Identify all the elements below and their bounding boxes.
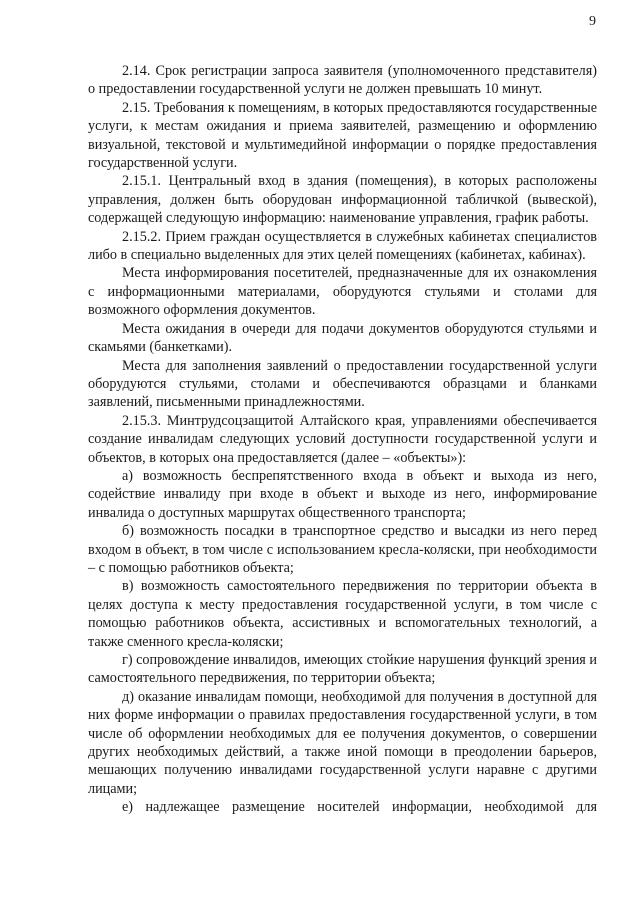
- paragraph-application-places: Места для заполнения заявлений о предоставлении государственной услуги оборудуются стульями, столами и обеспечиваются образцами и бланками заявлений, письменными принадлежностями.: [88, 357, 597, 411]
- paragraph-waiting-places: Места ожидания в очереди для подачи документов оборудуются стульями и скамьями (банкетками).: [88, 320, 597, 356]
- paragraph-2-14: 2.14. Срок регистрации запроса заявителя (уполномоченного представителя) о предоставлении государственной услуги не должен превышать 10 минут.: [88, 63, 597, 98]
- list-item-d: д) оказание инвалидам помощи, необходимой для получения в доступной для них форме информации о правилах предоставления государственной услуги, в том числе об оформлении необходимых для ее получения документов, о совершении других необходимых действий, а также иной помощи в преодолении барьеров, мешающих получению инвалидами государственной услуги наравне с другими лицами;: [88, 688, 597, 797]
- document-body: [88, 62, 597, 817]
- list-item-e: е) надлежащее размещение носителей информации, необходимой для: [122, 799, 597, 816]
- paragraph-2-15: 2.15. Требования к помещениям, в которых предоставляются государственные услуги, к местам ожидания и приема заявителей, размещению и оформлению визуальной, текстовой и мультимедийной информации о порядке предоставления государственной услуги.: [88, 99, 597, 172]
- list-item-v: в) возможность самостоятельного передвижения по территории объекта в целях доступа к месту предоставления государственной услуги, в том числе с помощью работников объекта, ассистивных и вспомогательных технологий, а также сменного кресла-коляски;: [88, 578, 597, 650]
- list-item-b: б) возможность посадки в транспортное средство и высадки из него перед входом в объект, в том числе с использованием кресла-коляски, при необходимости – с помощью работников объекта;: [88, 523, 597, 576]
- paragraph-2-15-3: 2.15.3. Минтрудсоцзащитой Алтайского края, управлениями обеспечивается создание инвалидам следующих условий доступности государственной услуги и объектов, в которых она предоставляется (далее – «объекты»):: [88, 412, 597, 466]
- page-number: 9: [589, 14, 596, 29]
- list-item-g: г) сопровождение инвалидов, имеющих стойкие нарушения функций зрения и самостоятельного передвижения, по территории объекта;: [88, 652, 597, 687]
- paragraph-info-places: Места информирования посетителей, предназначенные для их ознакомления с информационными материалами, оборудуются стульями и столами для возможного оформления документов.: [88, 265, 597, 319]
- paragraph-2-15-1: 2.15.1. Центральный вход в здания (помещения), в которых расположены управления, должен быть оборудован информационной табличкой (вывеской), содержащей следующую информацию: наименование управления, график работы.: [88, 173, 597, 227]
- list-item-a: а) возможность беспрепятственного входа в объект и выхода из него, содействие инвалиду при входе в объект и выходе из него, информирование инвалида о доступных маршрутах общественного транспорта;: [88, 467, 597, 521]
- paragraph-2-15-2: 2.15.2. Прием граждан осуществляется в служебных кабинетах специалистов либо в специально выделенных для этих целей помещениях (кабинетах, кабинах).: [88, 228, 597, 264]
